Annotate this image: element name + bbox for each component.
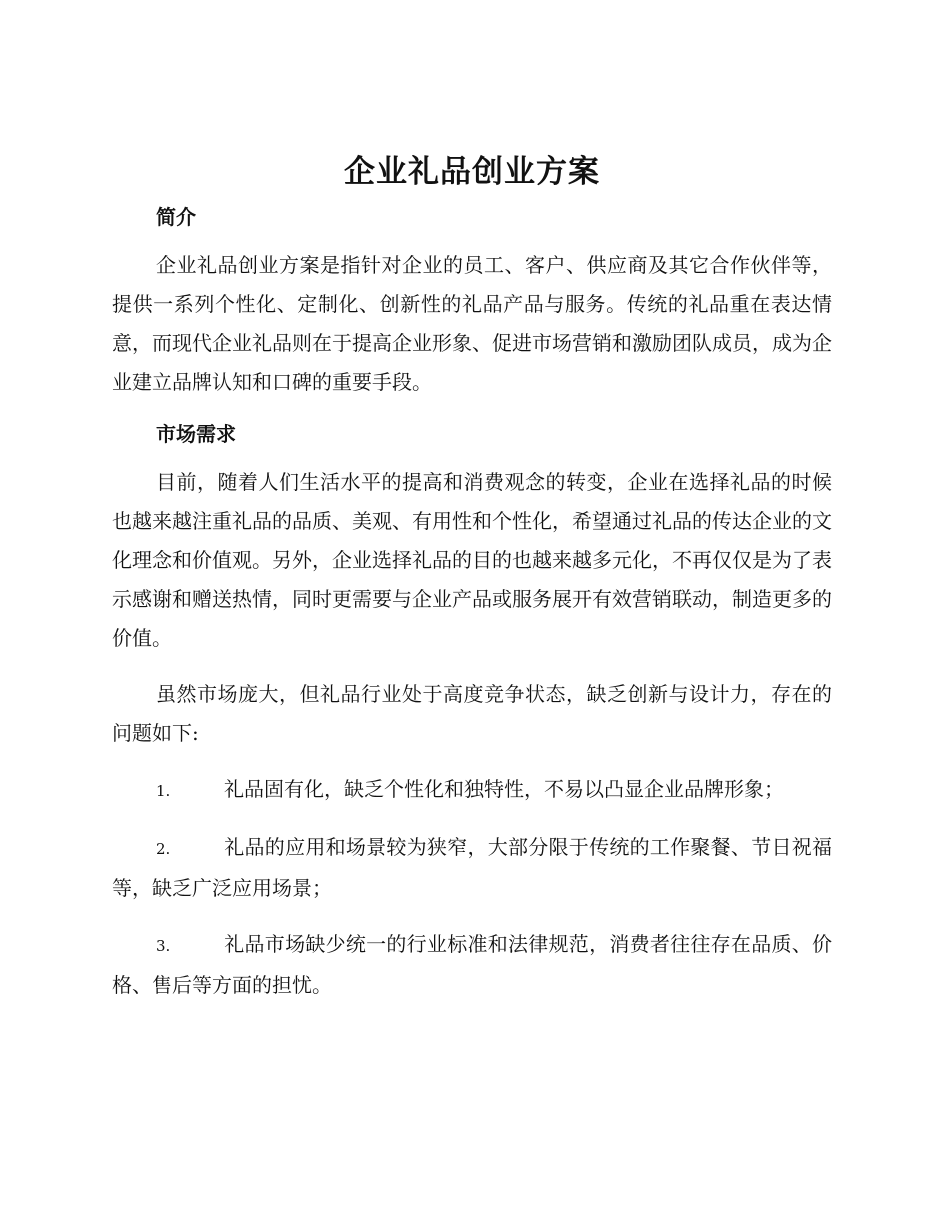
intro-paragraph: 企业礼品创业方案是指针对企业的员工、客户、供应商及其它合作伙伴等，提供一系列个性化、定制化、创新性的礼品产品与服务。传统的礼品重在表达情意，而现代企业礼品则在于提高企业形象、促进市场营销和激励团队成员，成为企业建立品牌认知和口碑的重要手段。: [112, 253, 832, 394]
list-item-number: 1.: [156, 782, 171, 800]
document-page: [112, 148, 832, 1022]
list-item: [112, 925, 832, 1005]
section-intro: [112, 202, 832, 402]
market-paragraph-1: 目前，随着人们生活水平的提高和消费观念的转变，企业在选择礼品的时候也越来越注重礼品的品质、美观、有用性和个性化，希望通过礼品的传达企业的文化理念和价值观。另外，企业选择礼品的目的也越来越多元化，不再仅仅是为了表示感谢和赠送热情，同时更需要与企业产品或服务展开有效营销联动，制造更多的价值。: [112, 470, 832, 650]
list-item: [112, 770, 832, 811]
list-item-text: 礼品固有化，缺乏个性化和独特性，不易以凸显企业品牌形象；: [224, 777, 784, 801]
list-item-number: 3.: [156, 937, 171, 955]
problem-list: [112, 770, 832, 1005]
document-title: 企业礼品创业方案: [344, 154, 600, 190]
list-item-text: 礼品的应用和场景较为狭窄，大部分限于传统的工作聚餐、节日祝福等，缺乏广泛应用场景；: [112, 835, 832, 900]
section-heading-market-demand: 市场需求: [156, 422, 236, 446]
section-market-demand: [112, 419, 832, 1005]
list-item-text: 礼品市场缺少统一的行业标准和法律规范，消费者往往存在品质、价格、售后等方面的担忧。: [112, 932, 832, 997]
section-heading-intro: 简介: [156, 205, 196, 229]
list-item: [112, 828, 832, 908]
market-paragraph-2: 虽然市场庞大，但礼品行业处于高度竞争状态，缺乏创新与设计力，存在的问题如下:: [112, 682, 832, 745]
list-item-number: 2.: [156, 840, 171, 858]
